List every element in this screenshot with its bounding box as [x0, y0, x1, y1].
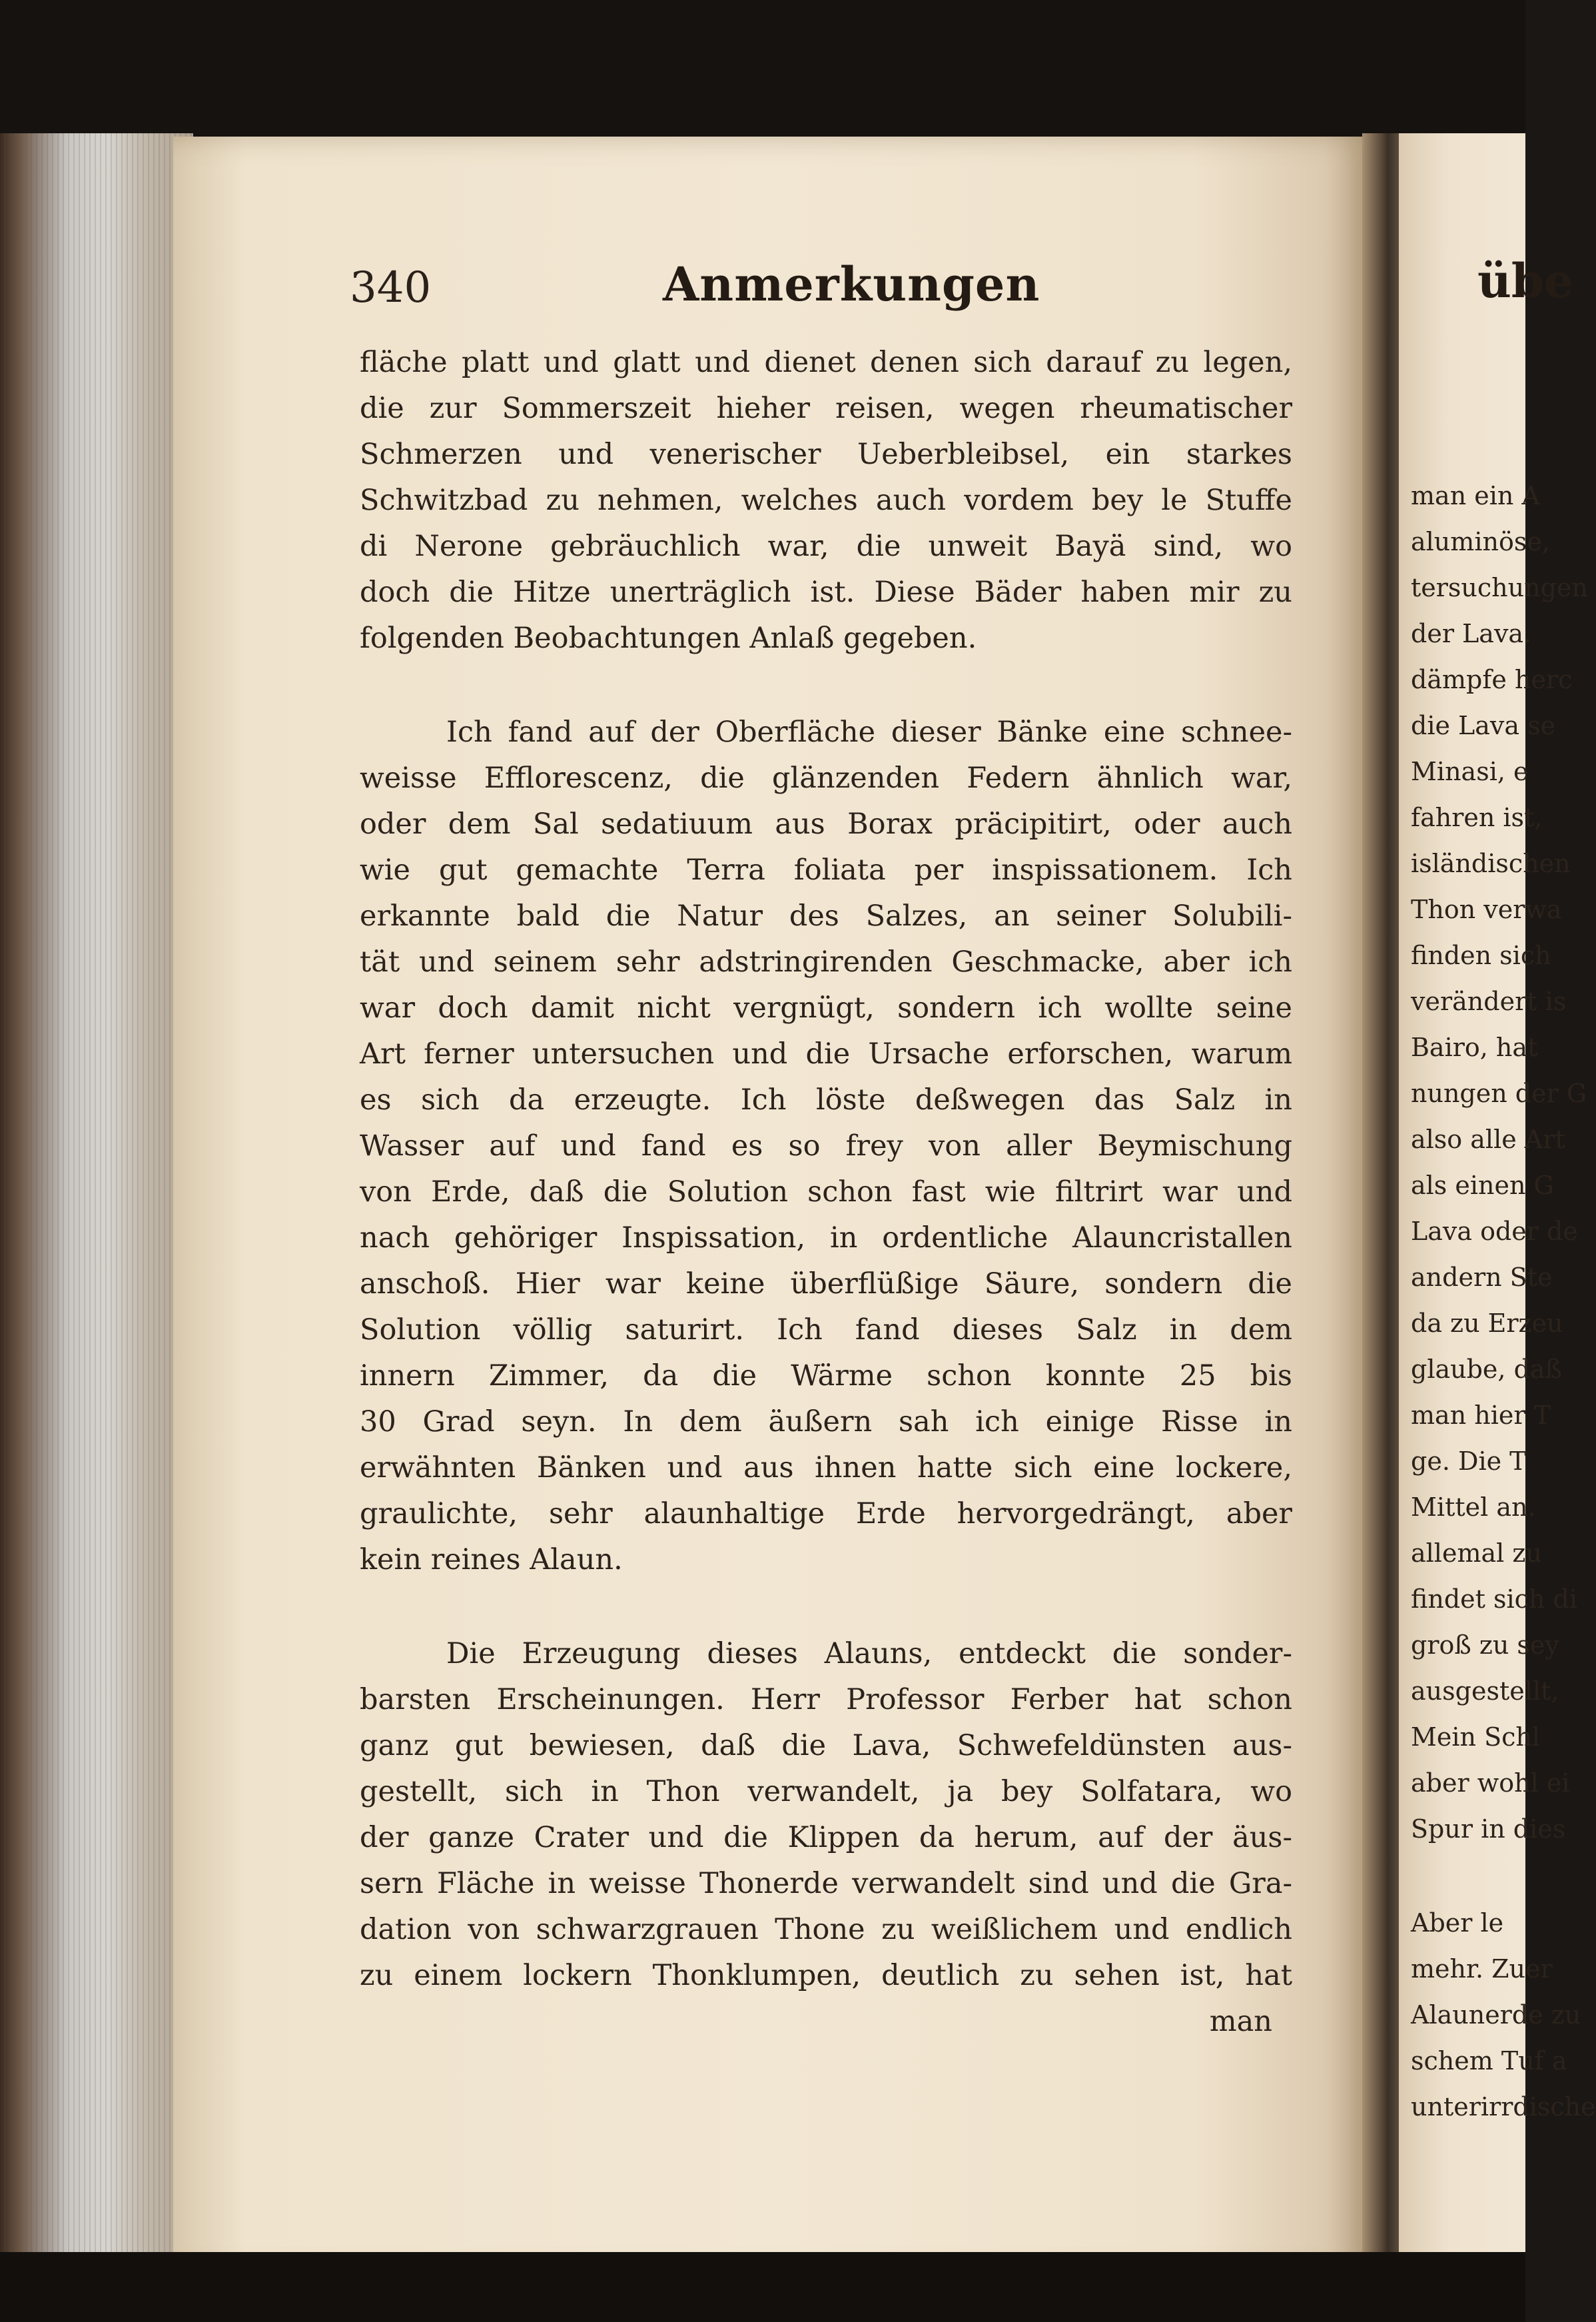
- text-line: Solution völlig saturirt. Ich fand dieses Salz in dem: [360, 1313, 1292, 1347]
- facing-page-line: tersuchungen: [1411, 573, 1588, 602]
- text-line: Wasser auf und fand es so frey von aller Beymischung: [360, 1129, 1292, 1163]
- facing-page-line: Thon verwa: [1411, 895, 1562, 924]
- text-line: di Nerone gebräuchlich war, die unweit Bayä sind, wo: [360, 530, 1292, 563]
- text-line: Art ferner untersuchen und die Ursache erforschen, warum: [360, 1037, 1292, 1071]
- facing-page-line: man ein A: [1411, 481, 1540, 510]
- facing-page-line: aluminöse,: [1411, 527, 1550, 556]
- text-line: der ganze Crater und die Klippen da herum, auf der äus-: [360, 1821, 1292, 1854]
- facing-page-text: [1411, 473, 1596, 2130]
- page-header: [350, 257, 1296, 330]
- text-line: oder dem Sal sedatiuum aus Borax präcipitirt, oder auch: [360, 808, 1292, 841]
- facing-page-line: glaube, daß: [1411, 1355, 1562, 1384]
- text-line: barsten Erscheinungen. Herr Professor Ferber hat schon: [360, 1683, 1292, 1716]
- facing-page-title: übe: [1477, 253, 1574, 308]
- facing-page-line: nungen der G: [1411, 1079, 1587, 1108]
- facing-page-line: mehr. Zuer: [1411, 1954, 1553, 1984]
- facing-page-line: Lava oder de: [1411, 1217, 1578, 1246]
- facing-page-line: finden sich: [1411, 941, 1551, 970]
- background-bottom: [0, 2252, 1525, 2322]
- text-line: erkannte bald die Natur des Salzes, an seiner Solubili-: [360, 899, 1292, 933]
- facing-page-line: Spur in dies: [1411, 1814, 1566, 1844]
- text-line: von Erde, daß die Solution schon fast wie filtrirt war und: [360, 1175, 1292, 1209]
- facing-page-line: aber wohl ei: [1411, 1768, 1570, 1798]
- text-line: innern Zimmer, da die Wärme schon konnte 25 bis: [360, 1359, 1292, 1393]
- facing-page-line: isländischen: [1411, 849, 1571, 878]
- text-line: ganz gut bewiesen, daß die Lava, Schwefeldünsten aus-: [360, 1729, 1292, 1762]
- text-line: Schwitzbad zu nehmen, welches auch vordem bey le Stuffe: [360, 484, 1292, 517]
- text-line: wie gut gemachte Terra foliata per inspissationem. Ich: [360, 854, 1292, 887]
- facing-page-line: Mittel an.: [1411, 1492, 1536, 1522]
- facing-page-line: Aber le: [1411, 1908, 1504, 1938]
- text-line: graulichte, sehr alaunhaltige Erde hervorgedrängt, aber: [360, 1497, 1292, 1530]
- text-line: die zur Sommerszeit hieher reisen, wegen rheumatischer: [360, 392, 1292, 425]
- facing-page-line: Mein Schl: [1411, 1722, 1541, 1752]
- text-line: Ich fand auf der Oberfläche dieser Bänke eine schnee-: [446, 716, 1292, 749]
- text-line: doch die Hitze unerträglich ist. Diese Bäder haben mir zu: [360, 576, 1292, 609]
- text-line: Die Erzeugung dieses Alauns, entdeckt die sonder-: [446, 1637, 1292, 1670]
- page-number: 340: [350, 263, 432, 312]
- facing-page-line: unterirrdische: [1411, 2092, 1596, 2121]
- body-text: [360, 340, 1292, 2045]
- right-page: [1399, 133, 1596, 2275]
- text-line: dation von schwarzgrauen Thone zu weißlichem und endlich: [360, 1913, 1292, 1946]
- facing-page-line: findet sich di: [1411, 1584, 1577, 1614]
- facing-page-line: ge. Die T: [1411, 1447, 1527, 1476]
- facing-page-line: dämpfe herc: [1411, 665, 1573, 694]
- background-top: [0, 0, 1525, 143]
- facing-page-line: also alle Art: [1411, 1125, 1565, 1154]
- facing-page-line: als einen G: [1411, 1171, 1554, 1200]
- text-line: es sich da erzeugte. Ich löste deßwegen das Salz in: [360, 1083, 1292, 1117]
- text-line: erwähnten Bänken und aus ihnen hatte sich eine lockere,: [360, 1451, 1292, 1484]
- facing-page-line: allemal zu: [1411, 1538, 1542, 1568]
- paragraph: [360, 710, 1292, 1583]
- text-line: nach gehöriger Inspissation, in ordentliche Alauncristallen: [360, 1221, 1292, 1255]
- page-edges: [0, 133, 193, 2292]
- paragraph: [360, 340, 1292, 662]
- facing-page-line: schem Tuf a: [1411, 2046, 1567, 2075]
- text-line: tät und seinem sehr adstringirenden Geschmacke, aber ich: [360, 945, 1292, 979]
- facing-page-line: die Lava se: [1411, 711, 1556, 740]
- text-line: folgenden Beobachtungen Anlaß gegeben.: [360, 622, 977, 655]
- facing-page-line: andern Ste: [1411, 1263, 1553, 1292]
- facing-page-line: Minasi, e: [1411, 757, 1529, 786]
- facing-page-line: Bairo, hat: [1411, 1033, 1538, 1062]
- facing-page-line: Alaunerde zu: [1411, 2000, 1581, 2030]
- facing-page-line: ausgestellt,: [1411, 1676, 1559, 1706]
- running-title: Anmerkungen: [663, 257, 1040, 312]
- paragraph: [360, 1631, 1292, 1999]
- facing-page-line: da zu Erzeu: [1411, 1309, 1563, 1338]
- text-line: 30 Grad seyn. In dem äußern sah ich einige Risse in: [360, 1405, 1292, 1439]
- text-line: gestellt, sich in Thon verwandelt, ja bey Solfatara, wo: [360, 1775, 1292, 1808]
- text-line: war doch damit nicht vergnügt, sondern ich wollte seine: [360, 991, 1292, 1025]
- text-line: weisse Efflorescenz, die glänzenden Federn ähnlich war,: [360, 762, 1292, 795]
- facing-page-line: der Lava.: [1411, 619, 1532, 648]
- facing-page-line: fahren ist,: [1411, 803, 1543, 832]
- facing-page-line: [1411, 1852, 1531, 1900]
- text-line: fläche platt und glatt und dienet denen sich darauf zu legen,: [360, 346, 1292, 379]
- text-line: sern Fläche in weisse Thonerde verwandelt sind und die Gra-: [360, 1867, 1292, 1900]
- facing-page-line: groß zu sey: [1411, 1630, 1559, 1660]
- facing-page-line: verändert is: [1411, 987, 1567, 1016]
- catchword: man: [1209, 2005, 1272, 2038]
- facing-page-line: man hier T: [1411, 1401, 1551, 1430]
- text-line: anschoß. Hier war keine überflüßige Säure, sondern die: [360, 1267, 1292, 1301]
- text-line: Schmerzen und venerischer Ueberbleibsel, ein starkes: [360, 438, 1292, 471]
- text-line: zu einem lockern Thonklumpen, deutlich zu sehen ist, hat: [360, 1959, 1292, 1992]
- text-line: kein reines Alaun.: [360, 1543, 623, 1576]
